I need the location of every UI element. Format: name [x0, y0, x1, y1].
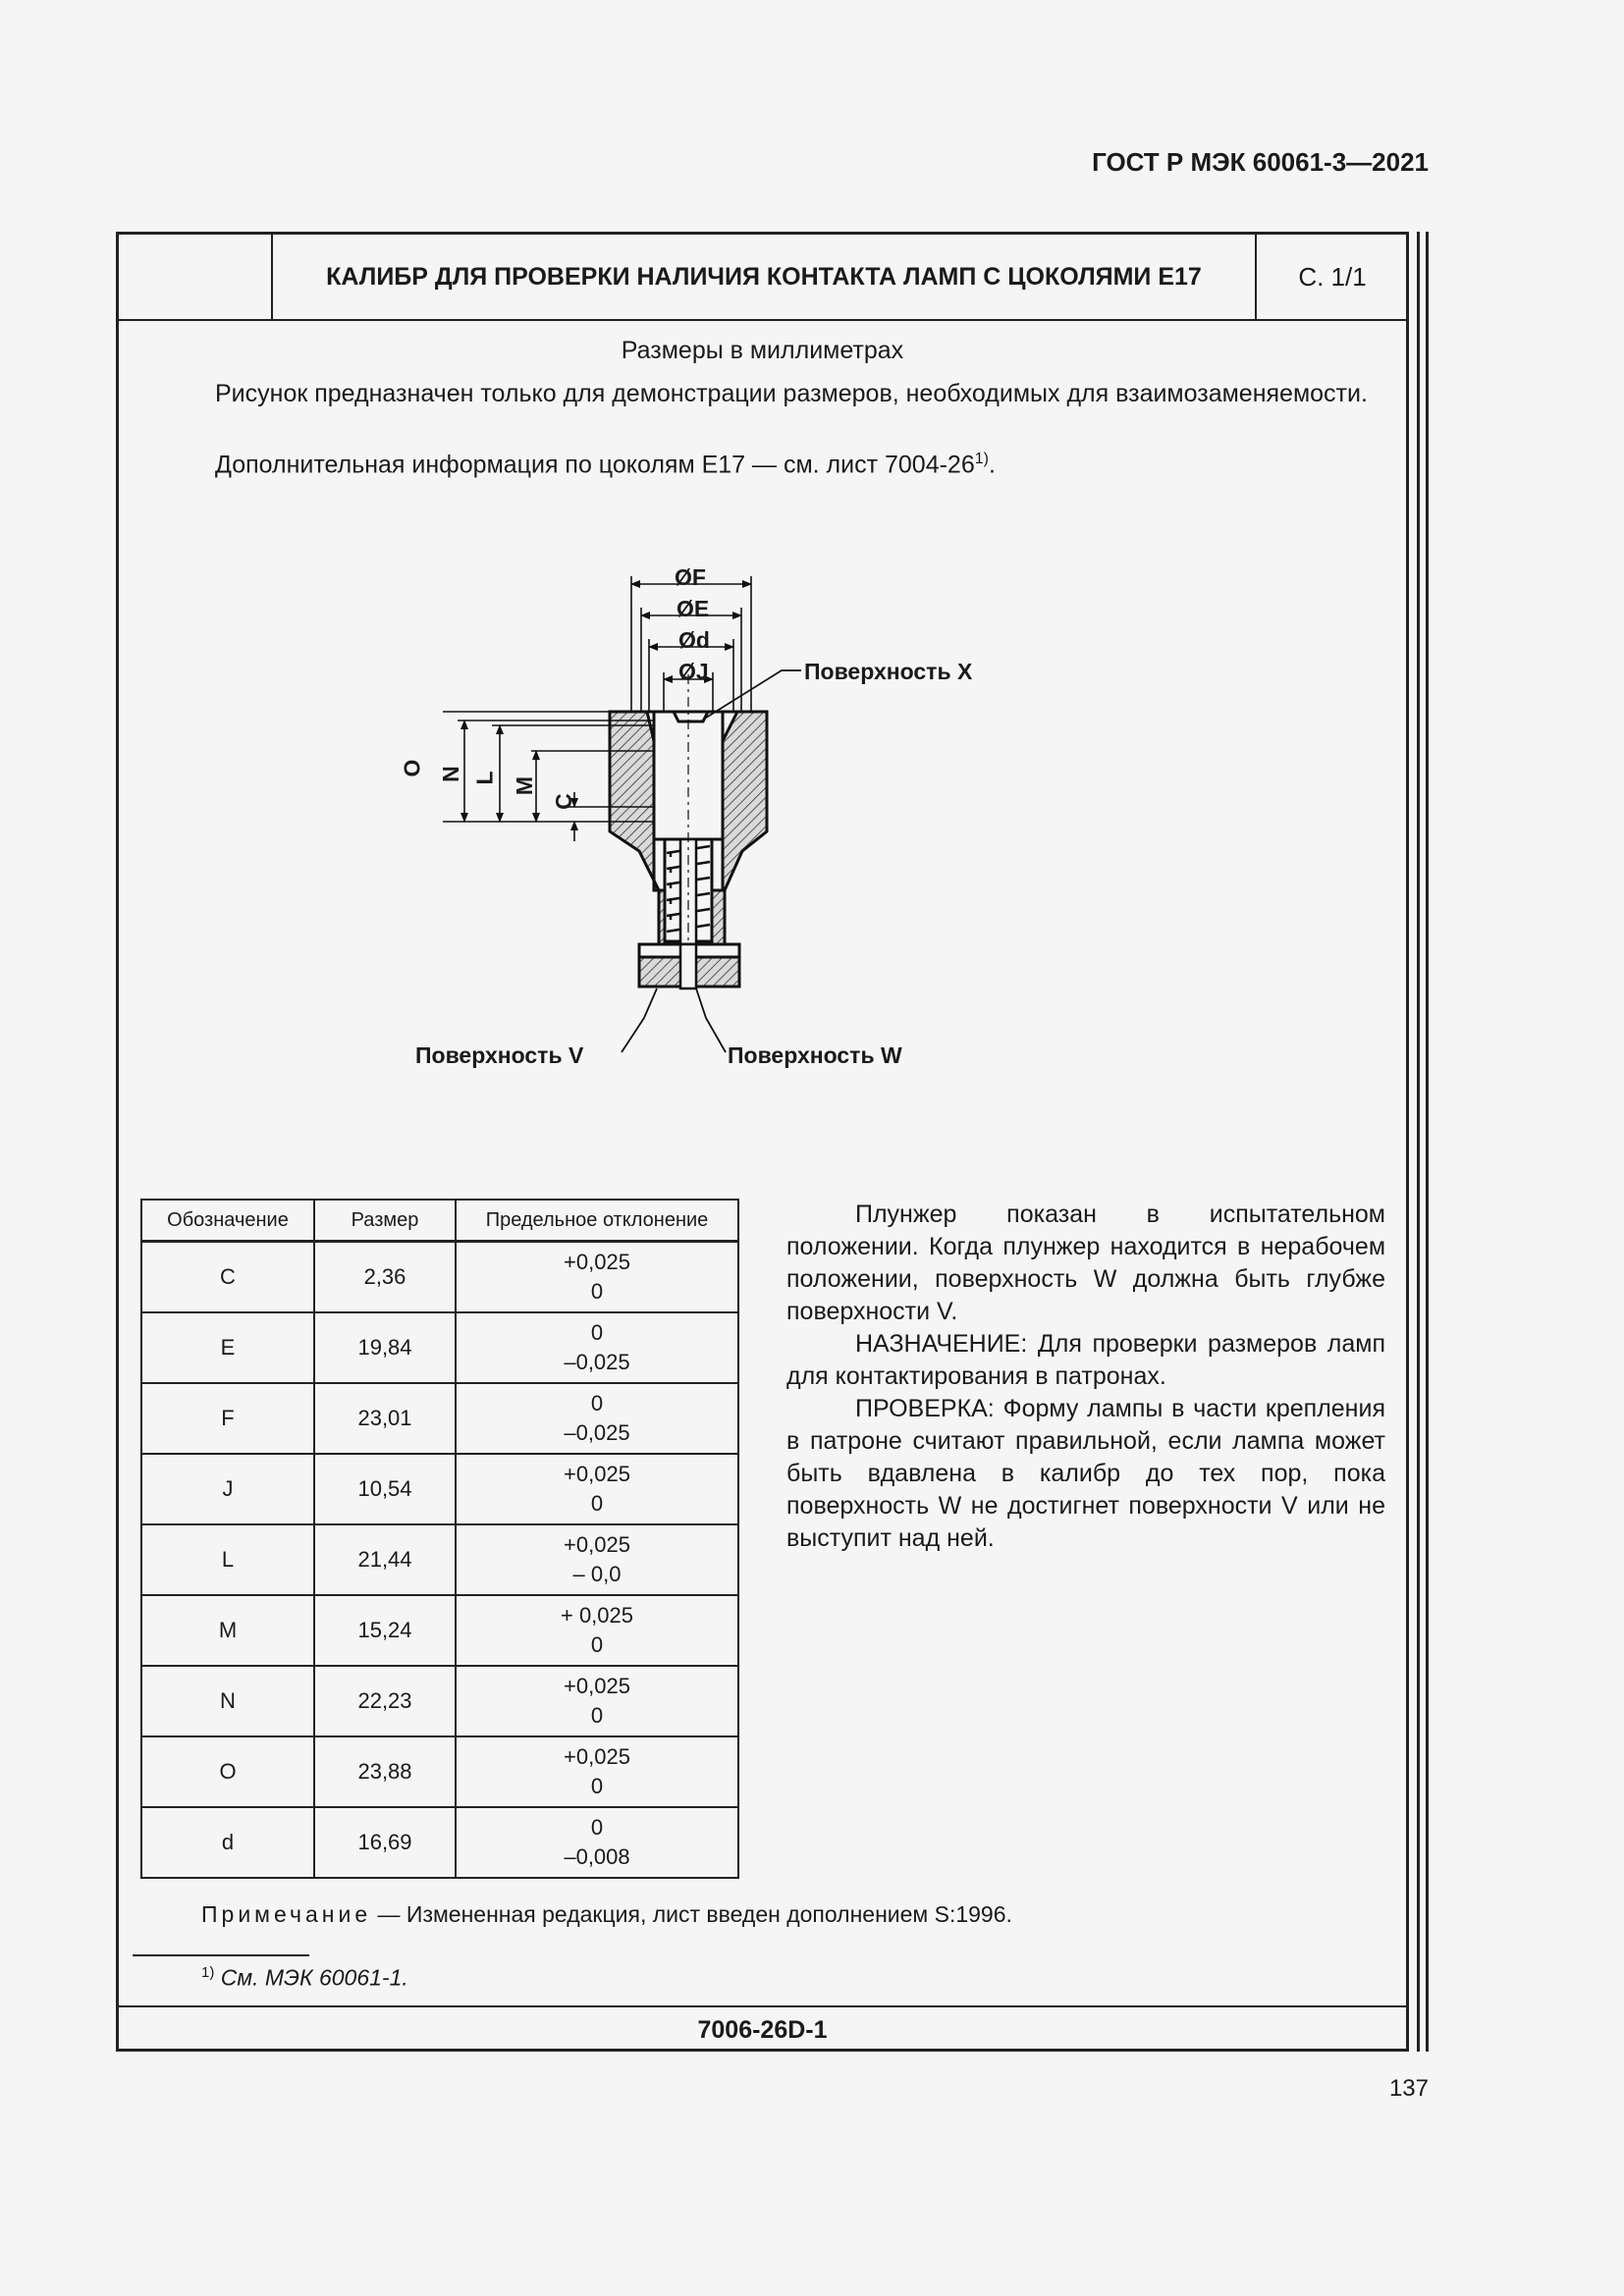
table-cell-size: 15,24 — [314, 1595, 456, 1666]
intro-paragraph-2 — [135, 443, 1393, 481]
note-text: — Измененная редакция, лист введен дополнением S:1996. — [371, 1901, 1012, 1927]
table-cell-tolerance — [456, 1595, 738, 1666]
header-empty-cell — [119, 235, 273, 319]
dim-c-label: C — [550, 793, 576, 810]
table-cell-size: 23,88 — [314, 1736, 456, 1807]
surface-x-label: Поверхность X — [804, 659, 973, 684]
inner-bore — [654, 712, 723, 839]
table-cell-tolerance — [456, 1524, 738, 1595]
tolerance-upper: +0,025 — [564, 1250, 630, 1274]
table-header-cell: Размер — [314, 1200, 456, 1242]
intro-paragraph-1: Рисунок предназначен только для демонстрации размеров, необходимых для взаимозаменяемости. — [215, 380, 1368, 407]
table-row — [141, 1807, 738, 1878]
table-row — [141, 1454, 738, 1524]
sheet-number: 7006-26D-1 — [119, 2005, 1406, 2053]
table-cell-symbol: C — [141, 1242, 314, 1313]
table-header-row — [141, 1200, 738, 1242]
table-cell-size: 22,23 — [314, 1666, 456, 1736]
tolerance-lower: –0,008 — [564, 1844, 630, 1869]
dimensions-table — [140, 1199, 739, 1879]
page-number: 137 — [1388, 2075, 1429, 2102]
footnote — [201, 1964, 408, 1992]
note-label: Примечание — [201, 1901, 372, 1927]
standard-sheet-frame — [116, 232, 1409, 2052]
tolerance-upper: + 0,025 — [560, 1603, 633, 1628]
table-row — [141, 1736, 738, 1807]
standard-code: ГОСТ Р МЭК 60061-3—2021 — [1092, 147, 1429, 177]
table-cell-symbol: L — [141, 1524, 314, 1595]
table-header-cell: Обозначение — [141, 1200, 314, 1242]
tolerance-upper: 0 — [590, 1391, 604, 1415]
table-cell-size: 2,36 — [314, 1242, 456, 1313]
table-row — [141, 1312, 738, 1383]
table-body — [141, 1242, 738, 1879]
dim-j-label: ØJ — [678, 659, 709, 684]
dim-e-label: ØE — [677, 596, 710, 621]
table-cell-symbol: F — [141, 1383, 314, 1454]
footnote-text: См. МЭК 60061-1. — [220, 1964, 408, 1991]
table-cell-tolerance — [456, 1383, 738, 1454]
tolerance-lower: 0 — [590, 1774, 604, 1798]
table-row — [141, 1242, 738, 1313]
table-cell-symbol: O — [141, 1736, 314, 1807]
tolerance-lower: 0 — [590, 1491, 604, 1516]
intro-paragraph-2-text: Дополнительная информация по цоколям Е17 — см. лист 7004-26 — [215, 451, 975, 479]
dim-m-label: M — [512, 775, 538, 796]
footnote-mark: 1) — [201, 1964, 215, 1981]
dim-o-label: O — [399, 759, 425, 777]
table-cell-symbol: E — [141, 1312, 314, 1383]
sheet-header — [119, 235, 1406, 321]
tolerance-upper: 0 — [590, 1320, 604, 1345]
dim-f-label: ØF — [675, 564, 706, 590]
gauge-drawing — [399, 498, 1071, 1170]
tolerance-lower: – 0,0 — [572, 1562, 622, 1586]
table-row — [141, 1524, 738, 1595]
units-note: Размеры в миллиметрах — [621, 337, 904, 364]
tolerance-upper: +0,025 — [564, 1674, 630, 1698]
table-row — [141, 1595, 738, 1666]
tolerance-lower: –0,025 — [564, 1420, 630, 1445]
tolerance-lower: 0 — [590, 1632, 604, 1657]
dim-d-label: Ød — [678, 627, 710, 653]
tolerance-upper: +0,025 — [564, 1744, 630, 1769]
tolerance-lower: 0 — [590, 1279, 604, 1304]
intro-paragraph-2-end: . — [988, 451, 996, 479]
table-cell-tolerance — [456, 1242, 738, 1313]
base-slot — [680, 944, 696, 988]
plunger-description — [786, 1199, 1385, 1555]
table-cell-size: 10,54 — [314, 1454, 456, 1524]
description-paragraph-3: ПРОВЕРКА: Форму лампы в части крепления в патроне считают правильной, если лампа может быть вдавлена в калибр до тех пор, пока поверхность W не достигнет поверхности V или не выступит над ней. — [786, 1395, 1385, 1552]
table-header-cell: Предельное отклонение — [456, 1200, 738, 1242]
description-paragraph-1: Плунжер показан в испытательном положении. Когда плунжер находится в нерабочем положении, поверхность W должна быть глубже поверхности V. — [786, 1201, 1385, 1325]
table-cell-symbol: d — [141, 1807, 314, 1878]
footnote-separator — [133, 1954, 309, 1956]
table-cell-symbol: J — [141, 1454, 314, 1524]
tolerance-lower: 0 — [590, 1703, 604, 1728]
dim-n-label: N — [437, 766, 463, 782]
surface-v-label: Поверхность V — [415, 1042, 584, 1068]
table-cell-symbol: N — [141, 1666, 314, 1736]
table-cell-size: 16,69 — [314, 1807, 456, 1878]
tolerance-upper: +0,025 — [564, 1532, 630, 1557]
dim-l-label: L — [471, 771, 498, 785]
sheet-title: КАЛИБР ДЛЯ ПРОВЕРКИ НАЛИЧИЯ КОНТАКТА ЛАМП С ЦОКОЛЯМИ E17 — [326, 263, 1202, 291]
footnote-ref: 1) — [974, 451, 989, 467]
sheet-page-ref: С. 1/1 — [1255, 235, 1408, 319]
tolerance-upper: 0 — [590, 1815, 604, 1840]
frame-outer-line-1 — [1417, 232, 1420, 2052]
tolerance-lower: –0,025 — [564, 1350, 630, 1374]
tolerance-upper: +0,025 — [564, 1462, 630, 1486]
frame-outer-line-2 — [1426, 232, 1429, 2052]
table-row — [141, 1666, 738, 1736]
table-cell-tolerance — [456, 1666, 738, 1736]
table-cell-tolerance — [456, 1807, 738, 1878]
table-cell-size: 21,44 — [314, 1524, 456, 1595]
table-cell-tolerance — [456, 1312, 738, 1383]
table-cell-tolerance — [456, 1454, 738, 1524]
description-paragraph-2: НАЗНАЧЕНИЕ: Для проверки размеров ламп для контактирования в патронах. — [786, 1330, 1385, 1390]
note — [201, 1901, 1012, 1928]
table-cell-symbol: M — [141, 1595, 314, 1666]
table-row — [141, 1383, 738, 1454]
table-cell-size: 23,01 — [314, 1383, 456, 1454]
table-cell-size: 19,84 — [314, 1312, 456, 1383]
surface-w-label: Поверхность W — [728, 1042, 902, 1068]
table-cell-tolerance — [456, 1736, 738, 1807]
